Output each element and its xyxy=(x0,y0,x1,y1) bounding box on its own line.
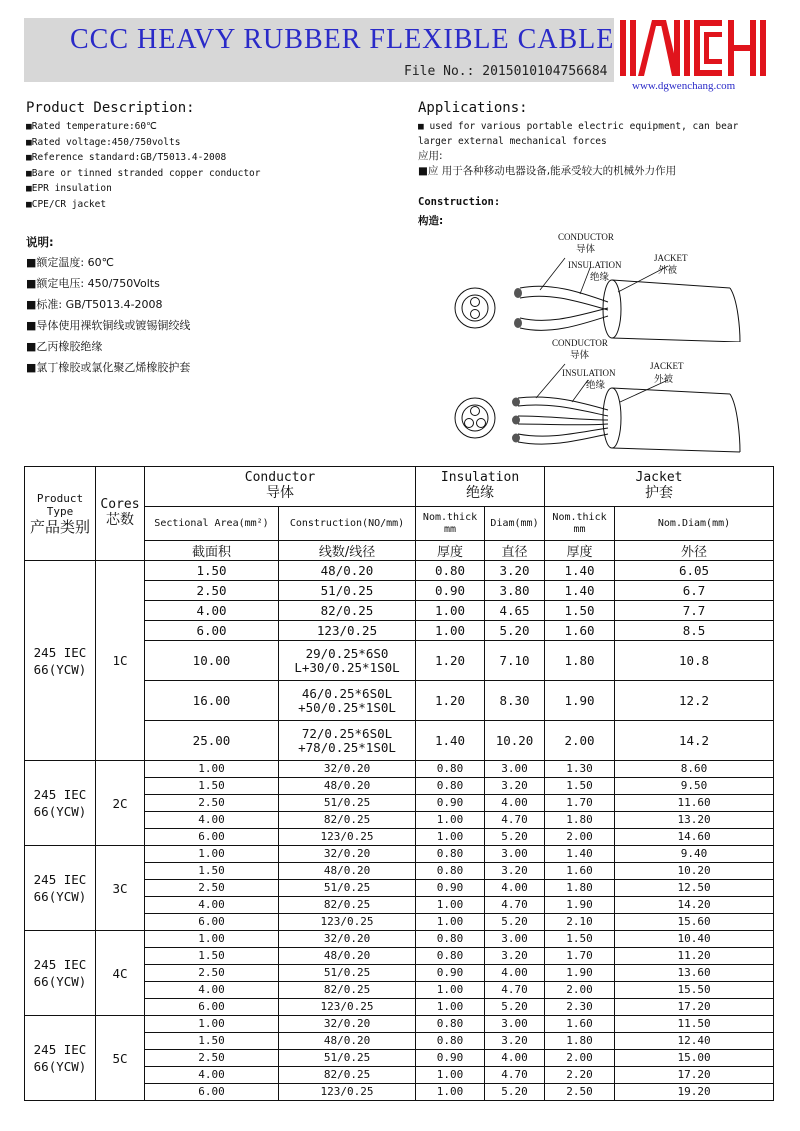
sectional-area-cell: 1.50 xyxy=(145,561,279,581)
insulation-diam-cell: 8.30 xyxy=(485,681,545,721)
construction-cell: 51/0.25 xyxy=(279,581,416,601)
product-type-cell: 245 IEC 66(YCW) xyxy=(25,931,96,1016)
jacket-thick-cell: 1.90 xyxy=(545,965,615,982)
jacket-diam-cell: 7.7 xyxy=(615,601,774,621)
header-outer-diam-cn: 外径 xyxy=(615,541,774,561)
construction-cell: 48/0.20 xyxy=(279,948,416,965)
jacket-thick-cell: 1.50 xyxy=(545,778,615,795)
construction-cell: 51/0.25 xyxy=(279,965,416,982)
product-type-cell: 245 IEC 66(YCW) xyxy=(25,846,96,931)
applications-text xyxy=(418,119,778,179)
sectional-area-cell: 1.50 xyxy=(145,778,279,795)
insulation-thick-cell: 0.90 xyxy=(416,880,485,897)
insulation-diam-cell: 3.20 xyxy=(485,948,545,965)
insulation-thick-cell: 0.80 xyxy=(416,846,485,863)
insulation-diam-cell: 4.70 xyxy=(485,897,545,914)
jacket-thick-cell: 2.50 xyxy=(545,1084,615,1101)
jacket-diam-cell: 10.8 xyxy=(615,641,774,681)
description-cn-item: ■额定温度: 60℃ xyxy=(26,256,114,269)
jacket-diam-cell: 6.05 xyxy=(615,561,774,581)
jacket-thick-cell: 1.30 xyxy=(545,761,615,778)
insulation-thick-cell: 1.40 xyxy=(416,721,485,761)
insulation-diam-cell: 4.00 xyxy=(485,1050,545,1067)
insulation-thick-cell: 1.00 xyxy=(416,897,485,914)
sectional-area-cell: 25.00 xyxy=(145,721,279,761)
insulation-thick-cell: 0.80 xyxy=(416,561,485,581)
jacket-diam-cell: 12.2 xyxy=(615,681,774,721)
insulation-diam-cell: 5.20 xyxy=(485,621,545,641)
sectional-area-cell: 1.00 xyxy=(145,846,279,863)
company-logo xyxy=(620,16,770,80)
sectional-area-cell: 1.00 xyxy=(145,761,279,778)
product-type-cell: 245 IEC 66(YCW) xyxy=(25,1016,96,1101)
jacket-diam-cell: 8.60 xyxy=(615,761,774,778)
two-core-cable-diagram xyxy=(440,230,780,342)
jacket-diam-cell: 14.2 xyxy=(615,721,774,761)
jacket-thick-cell: 2.30 xyxy=(545,999,615,1016)
sectional-area-cell: 1.50 xyxy=(145,1033,279,1050)
company-website: www.dgwenchang.com xyxy=(632,80,736,92)
jacket-diam-cell: 8.5 xyxy=(615,621,774,641)
jacket-diam-cell: 12.40 xyxy=(615,1033,774,1050)
header-product-type: Product Type 产品类别 xyxy=(25,467,96,561)
construction-cell: 123/0.25 xyxy=(279,914,416,931)
jacket-diam-cell: 17.20 xyxy=(615,999,774,1016)
jacket-thick-cell: 1.60 xyxy=(545,1016,615,1033)
insulation-thick-cell: 0.80 xyxy=(416,1016,485,1033)
insulation-diam-cell: 3.00 xyxy=(485,1016,545,1033)
jacket-thick-cell: 1.80 xyxy=(545,812,615,829)
header-nom-thick: Nom.thick mm xyxy=(416,507,485,541)
jacket-thick-cell: 1.70 xyxy=(545,795,615,812)
insulation-diam-cell: 3.20 xyxy=(485,561,545,581)
sectional-area-cell: 2.50 xyxy=(145,581,279,601)
jacket-label: JACKET xyxy=(654,253,688,263)
three-core-cable-diagram xyxy=(440,336,780,456)
construction-cell: 48/0.20 xyxy=(279,863,416,880)
conductor-label: CONDUCTOR xyxy=(558,232,614,242)
header-diam: Diam(mm) xyxy=(485,507,545,541)
insulation-diam-cell: 3.00 xyxy=(485,931,545,948)
cores-cell: 2C xyxy=(96,761,145,846)
description-title: Product Description: xyxy=(26,100,195,116)
cores-cell: 5C xyxy=(96,1016,145,1101)
header-cores: Cores 芯数 xyxy=(96,467,145,561)
jacket-diam-cell: 15.00 xyxy=(615,1050,774,1067)
product-type-cell: 245 IEC 66(YCW) xyxy=(25,761,96,846)
insulation-label-cn: 绝缘 xyxy=(590,272,610,283)
sectional-area-cell: 6.00 xyxy=(145,621,279,641)
jacket-thick-cell: 1.90 xyxy=(545,681,615,721)
insulation-thick-cell: 0.80 xyxy=(416,761,485,778)
sectional-area-cell: 1.00 xyxy=(145,1016,279,1033)
header-construction: Construction(NO/mm) xyxy=(279,507,416,541)
jacket-diam-cell: 19.20 xyxy=(615,1084,774,1101)
insulation-diam-cell: 10.20 xyxy=(485,721,545,761)
jacket-thick-cell: 1.80 xyxy=(545,880,615,897)
insulation-diam-cell: 4.00 xyxy=(485,965,545,982)
insulation-diam-cell: 3.20 xyxy=(485,863,545,880)
jacket-diam-cell: 15.50 xyxy=(615,982,774,999)
construction-cell: 32/0.20 xyxy=(279,761,416,778)
insulation-label-cn: 绝缘 xyxy=(586,380,606,391)
construction-cell: 123/0.25 xyxy=(279,1084,416,1101)
header-diam-cn: 直径 xyxy=(485,541,545,561)
jacket-thick-cell: 1.50 xyxy=(545,931,615,948)
insulation-thick-cell: 1.00 xyxy=(416,982,485,999)
jacket-thick-cell: 1.90 xyxy=(545,897,615,914)
sectional-area-cell: 2.50 xyxy=(145,1050,279,1067)
jacket-diam-cell: 6.7 xyxy=(615,581,774,601)
jacket-diam-cell: 12.50 xyxy=(615,880,774,897)
jacket-thick-cell: 2.00 xyxy=(545,721,615,761)
table-row xyxy=(25,846,774,863)
jacket-thick-cell: 2.20 xyxy=(545,1067,615,1084)
header-construction-cn: 线数/线径 xyxy=(279,541,416,561)
construction-cell: 51/0.25 xyxy=(279,795,416,812)
jacket-diam-cell: 13.20 xyxy=(615,812,774,829)
table-row xyxy=(25,761,774,778)
applications-title: Applications: xyxy=(418,100,528,116)
description-cn-item: ■额定电压: 450/750Volts xyxy=(26,277,160,290)
sectional-area-cell: 6.00 xyxy=(145,1084,279,1101)
jacket-thick-cell: 1.50 xyxy=(545,601,615,621)
jacket-diam-cell: 9.50 xyxy=(615,778,774,795)
description-item: ■Reference standard:GB/T5013.4-2008 xyxy=(26,152,227,163)
insulation-diam-cell: 5.20 xyxy=(485,1084,545,1101)
cores-cell: 3C xyxy=(96,846,145,931)
construction-cell: 123/0.25 xyxy=(279,621,416,641)
construction-cell: 82/0.25 xyxy=(279,601,416,621)
table-row xyxy=(25,1016,774,1033)
sectional-area-cell: 2.50 xyxy=(145,880,279,897)
insulation-thick-cell: 1.00 xyxy=(416,914,485,931)
insulation-diam-cell: 4.65 xyxy=(485,601,545,621)
insulation-thick-cell: 1.00 xyxy=(416,621,485,641)
insulation-thick-cell: 1.00 xyxy=(416,601,485,621)
sectional-area-cell: 1.50 xyxy=(145,948,279,965)
construction-title-cn: 构造: xyxy=(418,215,444,227)
file-number: File No.: 2015010104756684 xyxy=(404,64,608,79)
insulation-thick-cell: 1.00 xyxy=(416,812,485,829)
applications-text-cn: ■应 用于各种移动电器设备,能承受较大的机械外力作用 xyxy=(418,165,677,177)
jacket-label-cn: 外被 xyxy=(654,374,674,385)
applications-label-cn: 应用: xyxy=(418,150,443,162)
jacket-diam-cell: 14.60 xyxy=(615,829,774,846)
insulation-thick-cell: 0.90 xyxy=(416,581,485,601)
construction-cell: 123/0.25 xyxy=(279,999,416,1016)
header-jacket-thick-cn: 厚度 xyxy=(545,541,615,561)
insulation-thick-cell: 0.80 xyxy=(416,948,485,965)
jacket-thick-cell: 2.00 xyxy=(545,829,615,846)
jacket-thick-cell: 1.60 xyxy=(545,863,615,880)
jacket-thick-cell: 2.10 xyxy=(545,914,615,931)
construction-cell: 82/0.25 xyxy=(279,982,416,999)
insulation-thick-cell: 0.90 xyxy=(416,965,485,982)
sectional-area-cell: 1.50 xyxy=(145,863,279,880)
description-item: ■Rated voltage:450/750volts xyxy=(26,136,181,148)
sectional-area-cell: 2.50 xyxy=(145,965,279,982)
insulation-diam-cell: 3.20 xyxy=(485,778,545,795)
insulation-thick-cell: 1.20 xyxy=(416,641,485,681)
header-nom-diam: Nom.Diam(mm) xyxy=(615,507,774,541)
sectional-area-cell: 4.00 xyxy=(145,812,279,829)
specification-table xyxy=(24,466,774,1101)
insulation-thick-cell: 1.00 xyxy=(416,999,485,1016)
jacket-thick-cell: 2.00 xyxy=(545,982,615,999)
header-thick-cn: 厚度 xyxy=(416,541,485,561)
construction-title: Construction: xyxy=(418,196,501,208)
conductor-label-cn: 导体 xyxy=(576,244,596,255)
sectional-area-cell: 10.00 xyxy=(145,641,279,681)
insulation-thick-cell: 1.20 xyxy=(416,681,485,721)
jacket-diam-cell: 11.20 xyxy=(615,948,774,965)
jacket-thick-cell: 2.00 xyxy=(545,1050,615,1067)
sectional-area-cell: 16.00 xyxy=(145,681,279,721)
description-item: ■CPE/CR jacket xyxy=(26,198,107,210)
insulation-thick-cell: 1.00 xyxy=(416,1067,485,1084)
jacket-thick-cell: 1.40 xyxy=(545,581,615,601)
insulation-label: INSULATION xyxy=(562,368,616,378)
insulation-diam-cell: 4.00 xyxy=(485,795,545,812)
insulation-diam-cell: 3.20 xyxy=(485,1033,545,1050)
insulation-diam-cell: 5.20 xyxy=(485,914,545,931)
description-item: ■EPR insulation xyxy=(26,183,112,194)
construction-cell: 51/0.25 xyxy=(279,1050,416,1067)
header-sectional-area: Sectional Area(mm²) xyxy=(145,507,279,541)
conductor-label-cn: 导体 xyxy=(570,350,590,361)
insulation-diam-cell: 5.20 xyxy=(485,829,545,846)
construction-cell: 123/0.25 xyxy=(279,829,416,846)
jacket-thick-cell: 1.70 xyxy=(545,948,615,965)
construction-cell: 48/0.20 xyxy=(279,561,416,581)
cores-cell: 1C xyxy=(96,561,145,761)
jacket-thick-cell: 1.80 xyxy=(545,1033,615,1050)
sectional-area-cell: 4.00 xyxy=(145,897,279,914)
insulation-thick-cell: 0.80 xyxy=(416,931,485,948)
insulation-diam-cell: 5.20 xyxy=(485,999,545,1016)
conductor-label: CONDUCTOR xyxy=(552,338,608,348)
insulation-thick-cell: 1.00 xyxy=(416,829,485,846)
construction-cell: 82/0.25 xyxy=(279,897,416,914)
insulation-label: INSULATION xyxy=(568,260,622,270)
insulation-diam-cell: 4.00 xyxy=(485,880,545,897)
insulation-thick-cell: 0.80 xyxy=(416,778,485,795)
jacket-label: JACKET xyxy=(650,361,684,371)
insulation-thick-cell: 0.90 xyxy=(416,1050,485,1067)
description-list xyxy=(26,119,261,212)
construction-cell: 32/0.20 xyxy=(279,846,416,863)
construction-cell: 29/0.25*6S0 L+30/0.25*1S0L xyxy=(279,641,416,681)
construction-cell: 32/0.20 xyxy=(279,931,416,948)
sectional-area-cell: 6.00 xyxy=(145,829,279,846)
description-cn-item: ■氯丁橡胶或氯化聚乙烯橡胶护套 xyxy=(26,361,191,374)
jacket-thick-cell: 1.80 xyxy=(545,641,615,681)
insulation-thick-cell: 1.00 xyxy=(416,1084,485,1101)
jacket-diam-cell: 11.50 xyxy=(615,1016,774,1033)
jacket-thick-cell: 1.40 xyxy=(545,846,615,863)
insulation-thick-cell: 0.90 xyxy=(416,795,485,812)
construction-cell: 48/0.20 xyxy=(279,1033,416,1050)
document-title: CCC HEAVY RUBBER FLEXIBLE CABLE xyxy=(70,24,615,55)
header-insulation: Insulation 绝缘 xyxy=(416,467,545,507)
jacket-diam-cell: 14.20 xyxy=(615,897,774,914)
insulation-thick-cell: 0.80 xyxy=(416,863,485,880)
construction-cell: 51/0.25 xyxy=(279,880,416,897)
insulation-diam-cell: 3.00 xyxy=(485,761,545,778)
sectional-area-cell: 6.00 xyxy=(145,999,279,1016)
sectional-area-cell: 4.00 xyxy=(145,1067,279,1084)
table-header xyxy=(25,467,774,561)
construction-cell: 46/0.25*6S0L +50/0.25*1S0L xyxy=(279,681,416,721)
jacket-diam-cell: 11.60 xyxy=(615,795,774,812)
jacket-diam-cell: 17.20 xyxy=(615,1067,774,1084)
jacket-diam-cell: 10.40 xyxy=(615,931,774,948)
description-cn-item: ■标准: GB/T5013.4-2008 xyxy=(26,298,163,311)
sectional-area-cell: 4.00 xyxy=(145,982,279,999)
description-item: ■Bare or tinned stranded copper conductor xyxy=(26,167,261,179)
insulation-diam-cell: 4.70 xyxy=(485,1067,545,1084)
header-jacket: Jacket 护套 xyxy=(545,467,774,507)
jacket-thick-cell: 1.60 xyxy=(545,621,615,641)
description-cn-title: 说明: xyxy=(26,235,54,249)
insulation-diam-cell: 7.10 xyxy=(485,641,545,681)
jacket-diam-cell: 9.40 xyxy=(615,846,774,863)
description-item: ■Rated temperature:60℃ xyxy=(26,121,157,132)
table-body xyxy=(25,561,774,1101)
jacket-diam-cell: 10.20 xyxy=(615,863,774,880)
header-jacket-nom-thick: Nom.thick mm xyxy=(545,507,615,541)
product-type-cell: 245 IEC 66(YCW) xyxy=(25,561,96,761)
construction-cell: 72/0.25*6S0L +78/0.25*1S0L xyxy=(279,721,416,761)
header-sectional-area-cn: 截面积 xyxy=(145,541,279,561)
insulation-thick-cell: 0.80 xyxy=(416,1033,485,1050)
table-row xyxy=(25,561,774,581)
insulation-diam-cell: 4.70 xyxy=(485,982,545,999)
insulation-diam-cell: 3.80 xyxy=(485,581,545,601)
applications-text-en: ■ used for various portable electric equipment, can bear larger external mechanical forces xyxy=(418,121,739,147)
construction-cell: 82/0.25 xyxy=(279,1067,416,1084)
cores-cell: 4C xyxy=(96,931,145,1016)
jacket-diam-cell: 15.60 xyxy=(615,914,774,931)
description-cn-list xyxy=(26,252,190,378)
sectional-area-cell: 4.00 xyxy=(145,601,279,621)
jacket-diam-cell: 13.60 xyxy=(615,965,774,982)
construction-cell: 32/0.20 xyxy=(279,1016,416,1033)
sectional-area-cell: 6.00 xyxy=(145,914,279,931)
description-cn-item: ■乙丙橡胶绝缘 xyxy=(26,340,103,353)
header-conductor: Conductor 导体 xyxy=(145,467,416,507)
insulation-diam-cell: 3.00 xyxy=(485,846,545,863)
jacket-thick-cell: 1.40 xyxy=(545,561,615,581)
jacket-label-cn: 外被 xyxy=(658,265,678,276)
description-cn-item: ■导体使用裸软铜线或镀锡铜绞线 xyxy=(26,319,191,332)
sectional-area-cell: 1.00 xyxy=(145,931,279,948)
insulation-diam-cell: 4.70 xyxy=(485,812,545,829)
construction-cell: 48/0.20 xyxy=(279,778,416,795)
construction-cell: 82/0.25 xyxy=(279,812,416,829)
sectional-area-cell: 2.50 xyxy=(145,795,279,812)
table-row xyxy=(25,931,774,948)
